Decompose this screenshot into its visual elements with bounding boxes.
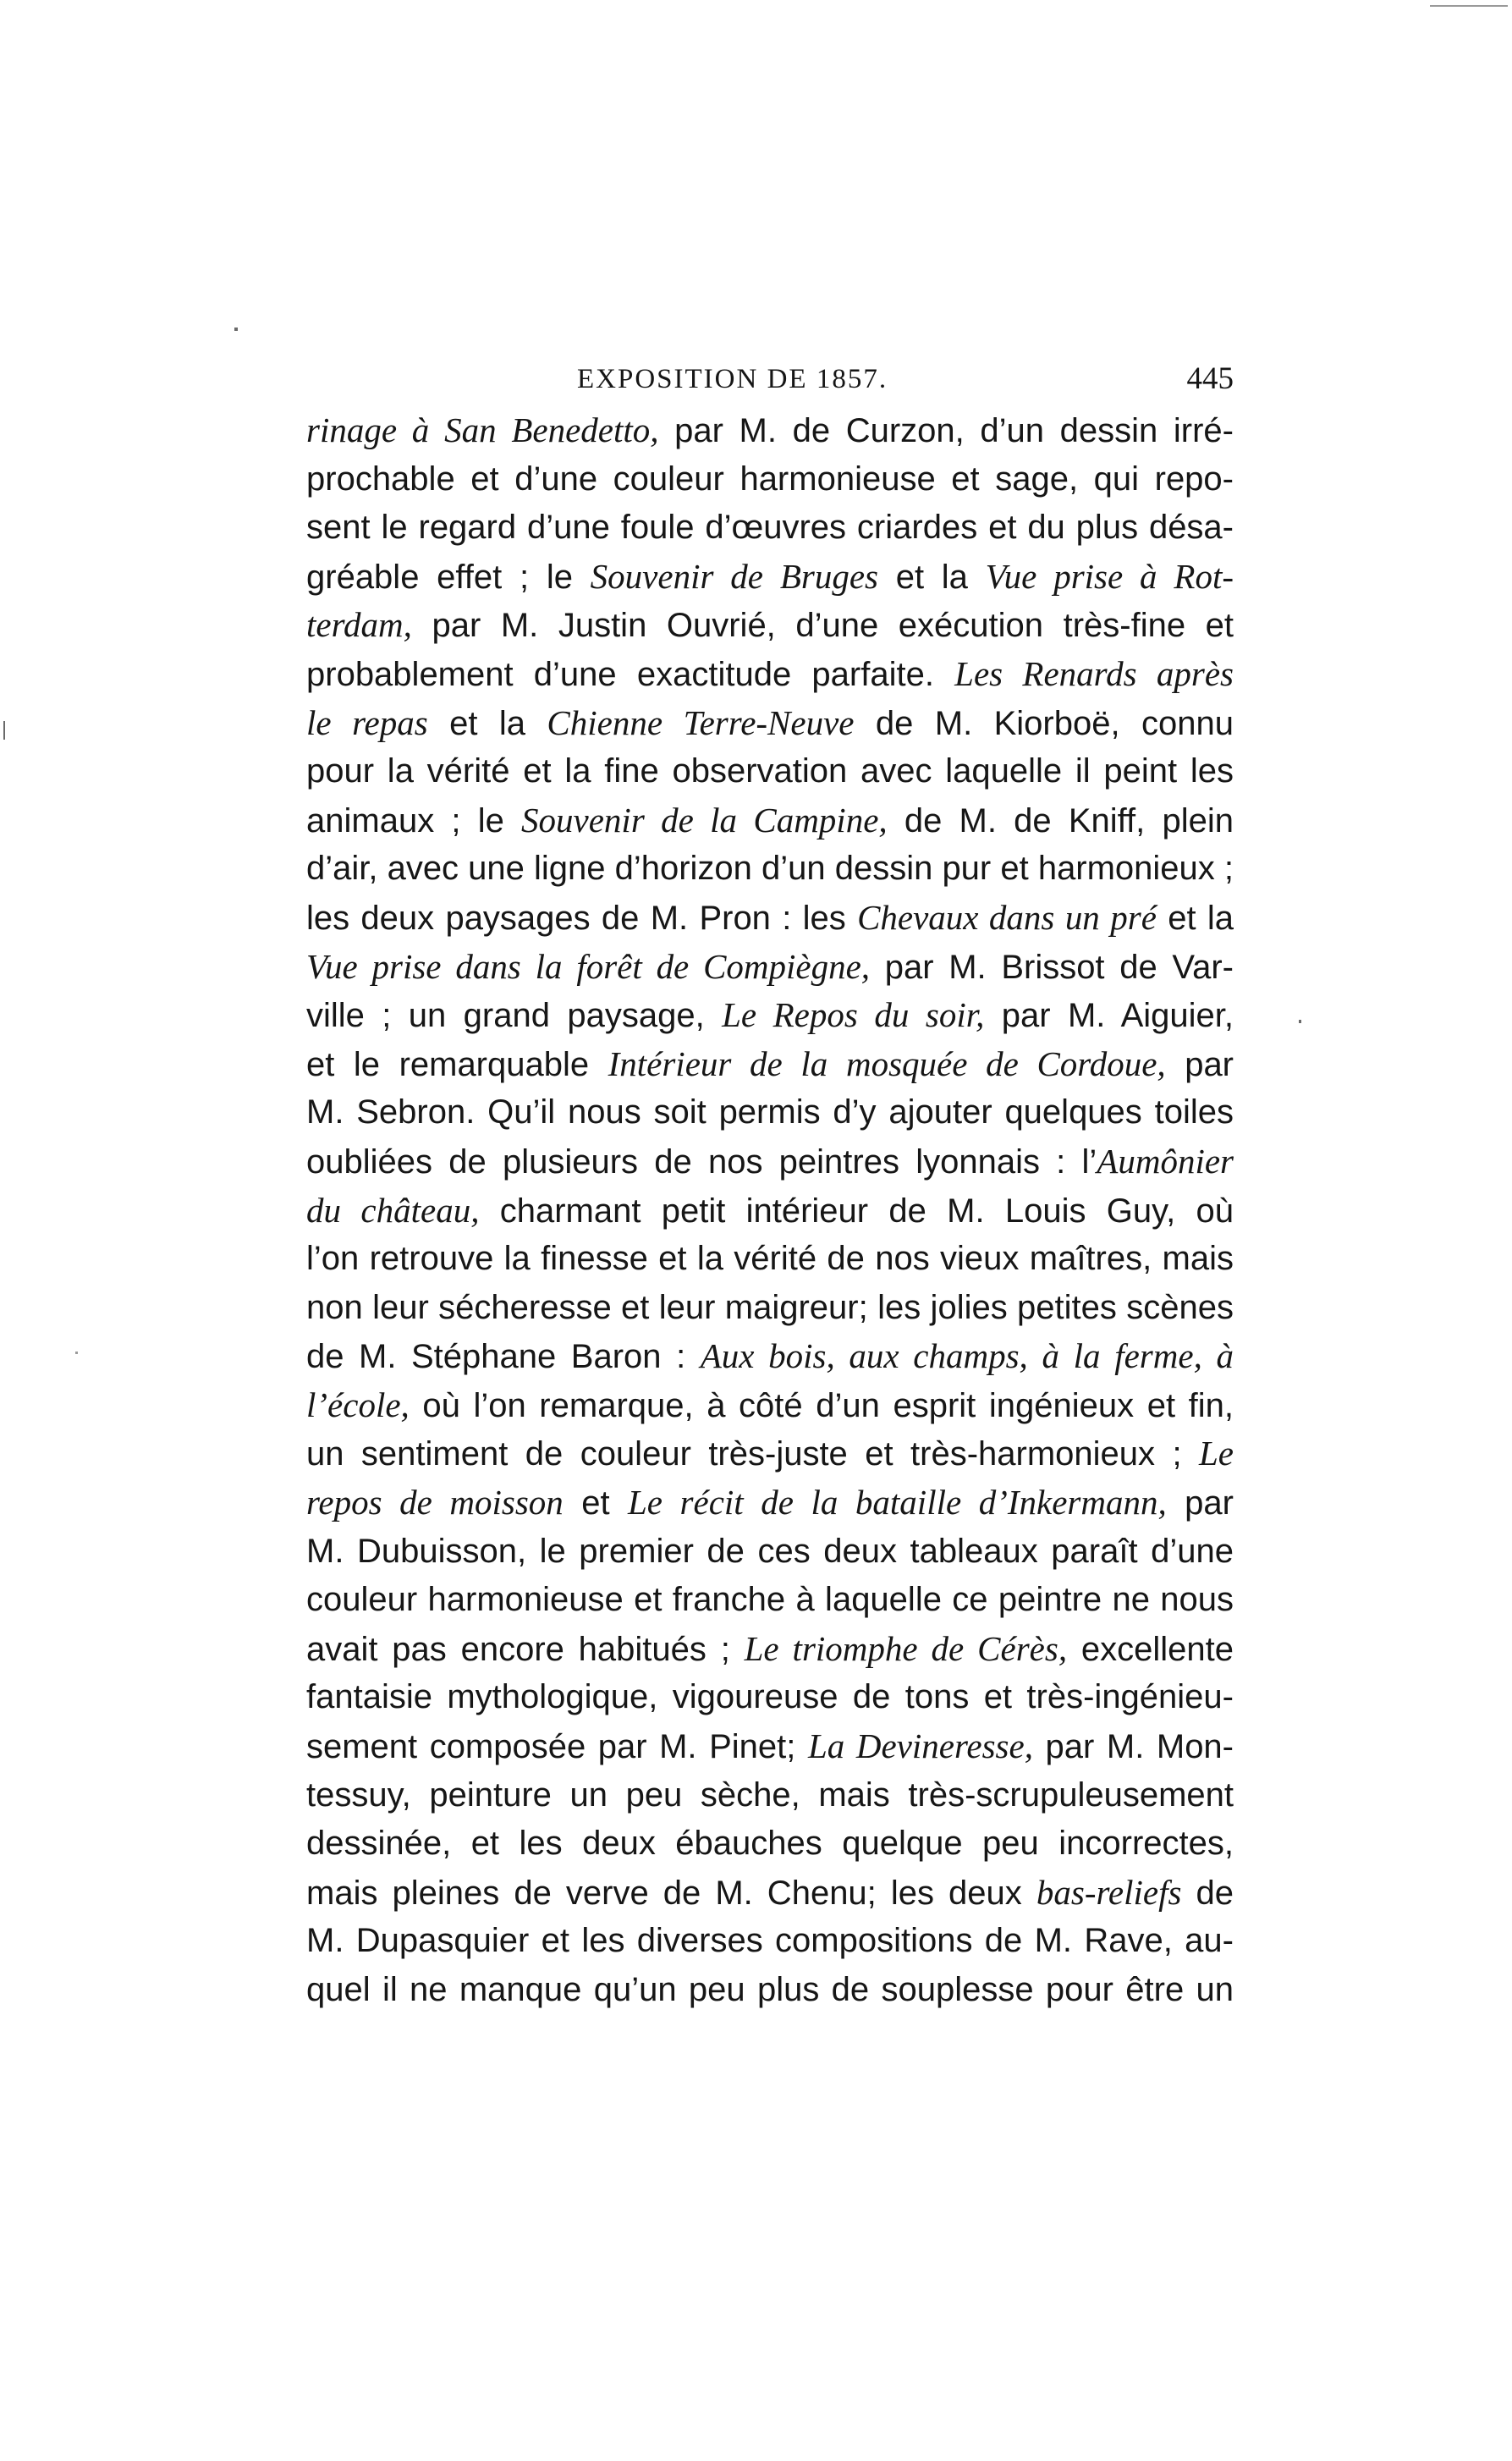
italic-title-segment: Aumônier — [1097, 1141, 1234, 1181]
text-line — [306, 1186, 1234, 1236]
text-line — [306, 1673, 1234, 1722]
italic-title-segment: Les Renards après — [954, 653, 1234, 693]
text-line — [306, 553, 1234, 602]
running-header — [306, 359, 1234, 410]
text-line — [306, 406, 1234, 455]
text-line — [306, 1966, 1234, 2015]
text-segment: fantaisie mythologique, vigoureuse de tons et très-ingénieu- — [306, 1678, 1234, 1716]
italic-title-segment: La Devineresse, — [807, 1726, 1033, 1766]
text-segment: animaux ; le — [306, 801, 522, 840]
text-line — [306, 796, 1234, 845]
text-segment: de M. Kiorboë, connu — [854, 704, 1234, 742]
text-segment: et — [563, 1484, 628, 1522]
text-line — [306, 894, 1234, 943]
scan-mark-top-rule — [1430, 5, 1508, 7]
text-line — [306, 1332, 1234, 1381]
text-segment: mais pleines de verve de M. Chenu; les deux — [306, 1874, 1036, 1912]
text-segment: sement composée par M. Pinet; — [306, 1728, 808, 1766]
italic-title-segment: Vue prise dans la forêt de Compiègne, — [306, 946, 871, 986]
text-segment: avait pas encore habitués ; — [306, 1630, 745, 1668]
text-line — [306, 650, 1234, 699]
text-segment: prochable et d’une couleur harmonieuse et sage, qui repo- — [306, 460, 1234, 498]
text-line — [306, 1137, 1234, 1186]
text-segment: pour la vérité et la fine observation avec laquelle il peint les — [306, 752, 1234, 790]
text-line — [306, 845, 1234, 894]
text-segment: par M. Mon- — [1032, 1728, 1234, 1766]
text-line — [306, 504, 1234, 553]
text-line — [306, 1088, 1234, 1137]
text-segment: par M. Brissot de Var- — [870, 948, 1234, 986]
text-segment: et le remarquable — [306, 1045, 608, 1083]
body-text — [306, 406, 1234, 2015]
italic-title-segment: Chevaux dans un pré — [857, 897, 1157, 937]
text-segment: de M. de Kniff, plein — [887, 801, 1234, 840]
text-line — [306, 1478, 1234, 1528]
text-segment: et la — [427, 704, 547, 742]
italic-title-segment: Le Repos du soir, — [722, 995, 985, 1035]
italic-title-segment: le repas — [306, 702, 428, 742]
page-number: 445 — [1186, 361, 1234, 396]
text-line — [306, 943, 1234, 992]
text-segment: couleur harmonieuse et franche à laquelle ce peintre ne nous — [306, 1581, 1234, 1619]
text-segment: sent le regard d’une foule d’œuvres criardes et du plus désa- — [306, 509, 1234, 547]
italic-title-segment: Chienne Terre-Neuve — [547, 702, 855, 742]
text-segment: un sentiment de couleur très-juste et très-harmonieux ; — [306, 1435, 1199, 1473]
scan-mark-dot-2 — [75, 1352, 78, 1354]
text-segment: où l’on remarque, à côté d’un esprit ingénieux et fin, — [409, 1386, 1234, 1424]
italic-title-segment: Le récit de la bataille d’Inkermann, — [627, 1483, 1167, 1522]
text-segment: M. Dubuisson, le premier de ces deux tableaux paraît d’une — [306, 1532, 1234, 1570]
italic-title-segment: bas-reliefs — [1036, 1872, 1182, 1912]
text-line — [306, 1381, 1234, 1430]
text-segment: par M. Justin Ouvrié, d’une exécution très-fine et — [411, 607, 1234, 645]
scan-mark-dot — [234, 328, 238, 331]
text-line — [306, 1625, 1234, 1674]
text-segment: probablement d’une exactitude parfaite. — [306, 655, 955, 693]
text-line — [306, 455, 1234, 504]
text-line — [306, 601, 1234, 650]
italic-title-segment: du château, — [306, 1190, 480, 1230]
text-segment: par M. Aiguier, — [984, 997, 1234, 1035]
text-line — [306, 699, 1234, 748]
running-title: EXPOSITION DE 1857. — [577, 364, 888, 394]
text-segment: et la — [877, 558, 986, 596]
text-line — [306, 1820, 1234, 1869]
text-segment: les deux paysages de M. Pron : les — [306, 899, 858, 937]
italic-title-segment: Le — [1199, 1434, 1234, 1473]
text-line — [306, 1869, 1234, 1918]
text-line — [306, 1771, 1234, 1820]
text-line — [306, 1429, 1234, 1478]
text-line — [306, 1284, 1234, 1333]
scan-mark-right — [1299, 1020, 1301, 1023]
text-segment: de M. Stéphane Baron : — [306, 1338, 701, 1376]
italic-title-segment: Intérieur de la mosquée de Cordoue, — [608, 1043, 1166, 1083]
text-line — [306, 1917, 1234, 1966]
italic-title-segment: Le triomphe de Cérès, — [744, 1628, 1068, 1668]
italic-title-segment: Souvenir de Bruges — [590, 556, 878, 596]
text-segment: l’on retrouve la finesse et la vérité de nos vieux maîtres, mais — [306, 1240, 1234, 1278]
text-segment: excellente — [1067, 1630, 1234, 1668]
text-segment: oubliées de plusieurs de nos peintres lyonnais : l’ — [306, 1142, 1097, 1181]
text-segment: M. Sebron. Qu’il nous soit permis d’y ajouter quelques toiles — [306, 1093, 1234, 1131]
text-line — [306, 1235, 1234, 1284]
italic-title-segment: Souvenir de la Campine, — [521, 800, 888, 840]
text-line — [306, 991, 1234, 1040]
text-segment: gréable effet ; le — [306, 558, 591, 596]
italic-title-segment: Aux bois, aux champs, à la ferme, à — [700, 1336, 1234, 1376]
italic-title-segment: Vue prise à Rot- — [985, 556, 1234, 596]
text-segment: quel il ne manque qu’un peu plus de souplesse pour être un — [306, 1971, 1234, 2008]
italic-title-segment: rinage à San Benedetto, — [306, 410, 659, 449]
text-line — [306, 1040, 1234, 1089]
text-segment: ville ; un grand paysage, — [306, 997, 723, 1035]
text-segment: par — [1165, 1045, 1234, 1083]
text-line — [306, 1576, 1234, 1625]
text-segment: et la — [1156, 899, 1234, 937]
text-line — [306, 747, 1234, 796]
text-segment: dessinée, et les deux ébauches quelque peu incorrectes, — [306, 1825, 1234, 1863]
text-segment: par M. de Curzon, d’un dessin irré- — [658, 412, 1234, 449]
text-segment: non leur sécheresse et leur maigreur; les jolies petites scènes — [306, 1288, 1234, 1326]
text-segment: M. Dupasquier et les diverses compositions de M. Rave, au- — [306, 1922, 1234, 1960]
italic-title-segment: repos de moisson — [306, 1483, 564, 1522]
text-segment: tessuy, peinture un peu sèche, mais très-scrupuleusement — [306, 1776, 1234, 1814]
scan-mark-left — [3, 721, 5, 740]
text-segment: d’air, avec une ligne d’horizon d’un dessin pur et harmonieux ; — [306, 850, 1234, 888]
text-segment: charmant petit intérieur de M. Louis Guy, où — [479, 1192, 1234, 1230]
text-segment: de — [1181, 1874, 1234, 1912]
italic-title-segment: terdam, — [306, 605, 412, 645]
text-line — [306, 1722, 1234, 1771]
text-line — [306, 1528, 1234, 1577]
italic-title-segment: l’école, — [306, 1385, 410, 1424]
text-segment: par — [1166, 1484, 1234, 1522]
